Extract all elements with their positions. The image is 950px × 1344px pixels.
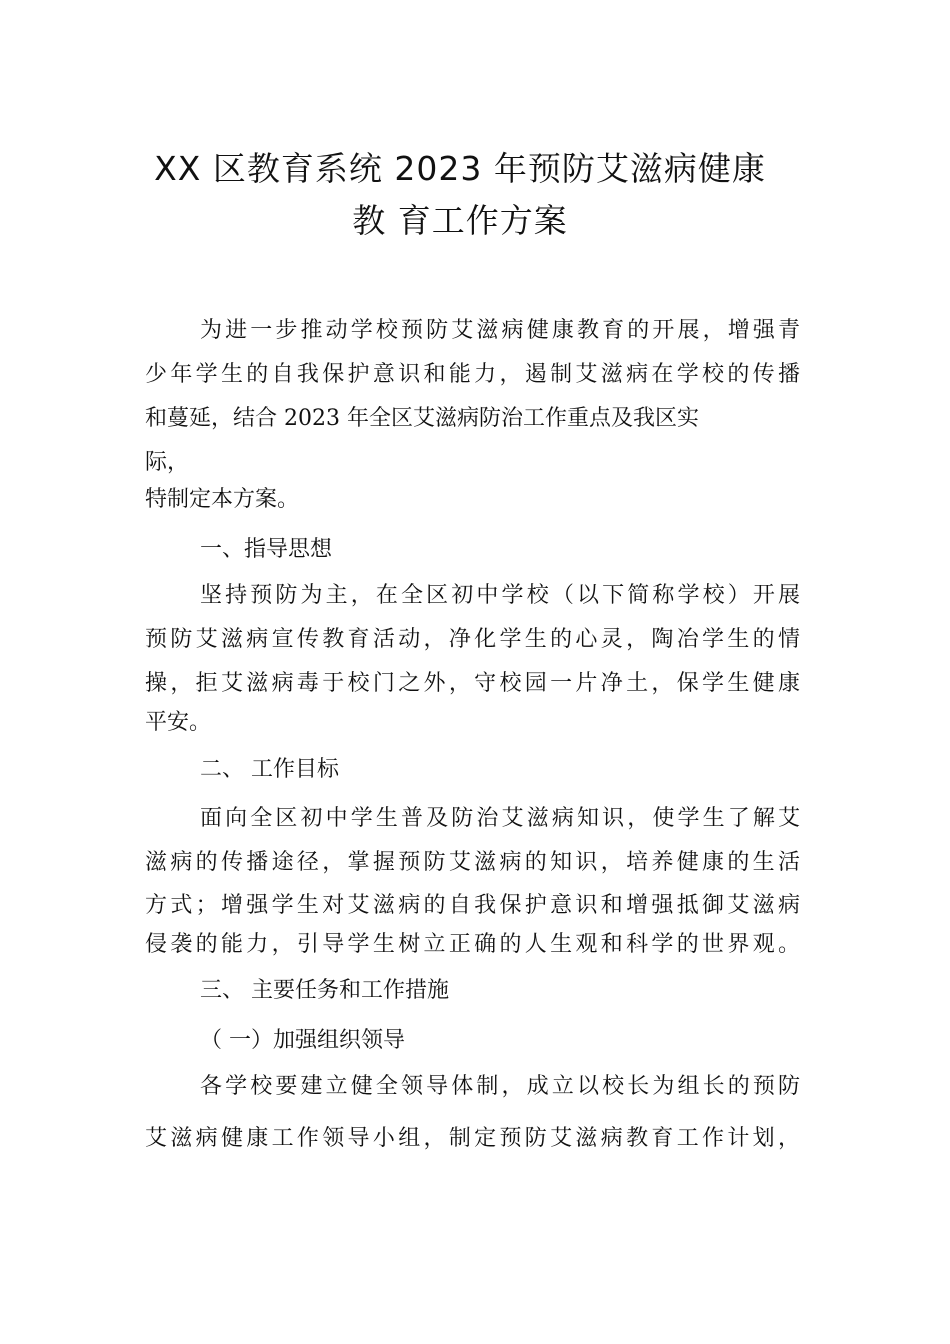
paragraph-line: 平安。: [145, 710, 212, 735]
sub-heading: （ 一）加强组织领导: [200, 1028, 405, 1053]
paragraph-line: 特制定本方案。: [145, 487, 300, 512]
paragraph-line: 方式；增强学生对艾滋病的自我保护意识和增强抵御艾滋病: [145, 893, 800, 918]
paragraph-line: 侵袭的能力，引导学生树立正确的人生观和科学的世界观。: [145, 932, 800, 957]
paragraph-line: 面向全区初中学生普及防治艾滋病知识，使学生了解艾: [200, 806, 800, 831]
section-heading: 一、指导思想: [200, 537, 333, 562]
paragraph-line: 为进一步推动学校预防艾滋病健康教育的开展，增强青: [200, 318, 800, 343]
paragraph-line: 预防艾滋病宣传教育活动，净化学生的心灵，陶冶学生的情: [145, 627, 800, 652]
title-line-2: 教 育工作方案: [352, 201, 568, 240]
paragraph-line: 和蔓延，结合 2023 年全区艾滋病防治工作重点及我区实: [145, 406, 699, 431]
paragraph-line: 坚持预防为主，在全区初中学校（以下简称学校）开展: [200, 583, 800, 608]
paragraph-line: 少年学生的自我保护意识和能力，遏制艾滋病在学校的传播: [145, 362, 800, 387]
paragraph-line: 际，: [145, 450, 190, 475]
paragraph-line: 艾滋病健康工作领导小组，制定预防艾滋病教育工作计划，: [145, 1126, 800, 1151]
paragraph-line: 各学校要建立健全领导体制，成立以校长为组长的预防: [200, 1074, 800, 1099]
section-heading: 二、 工作目标: [200, 757, 339, 782]
paragraph-line: 滋病的传播途径，掌握预防艾滋病的知识，培养健康的生活: [145, 850, 800, 875]
title-line-1: XX 区教育系统 2023 年预防艾滋病健康: [154, 149, 766, 188]
paragraph-line: 操，拒艾滋病毒于校门之外，守校园一片净土，保学生健康: [145, 671, 800, 696]
section-heading: 三、 主要任务和工作措施: [200, 978, 449, 1003]
